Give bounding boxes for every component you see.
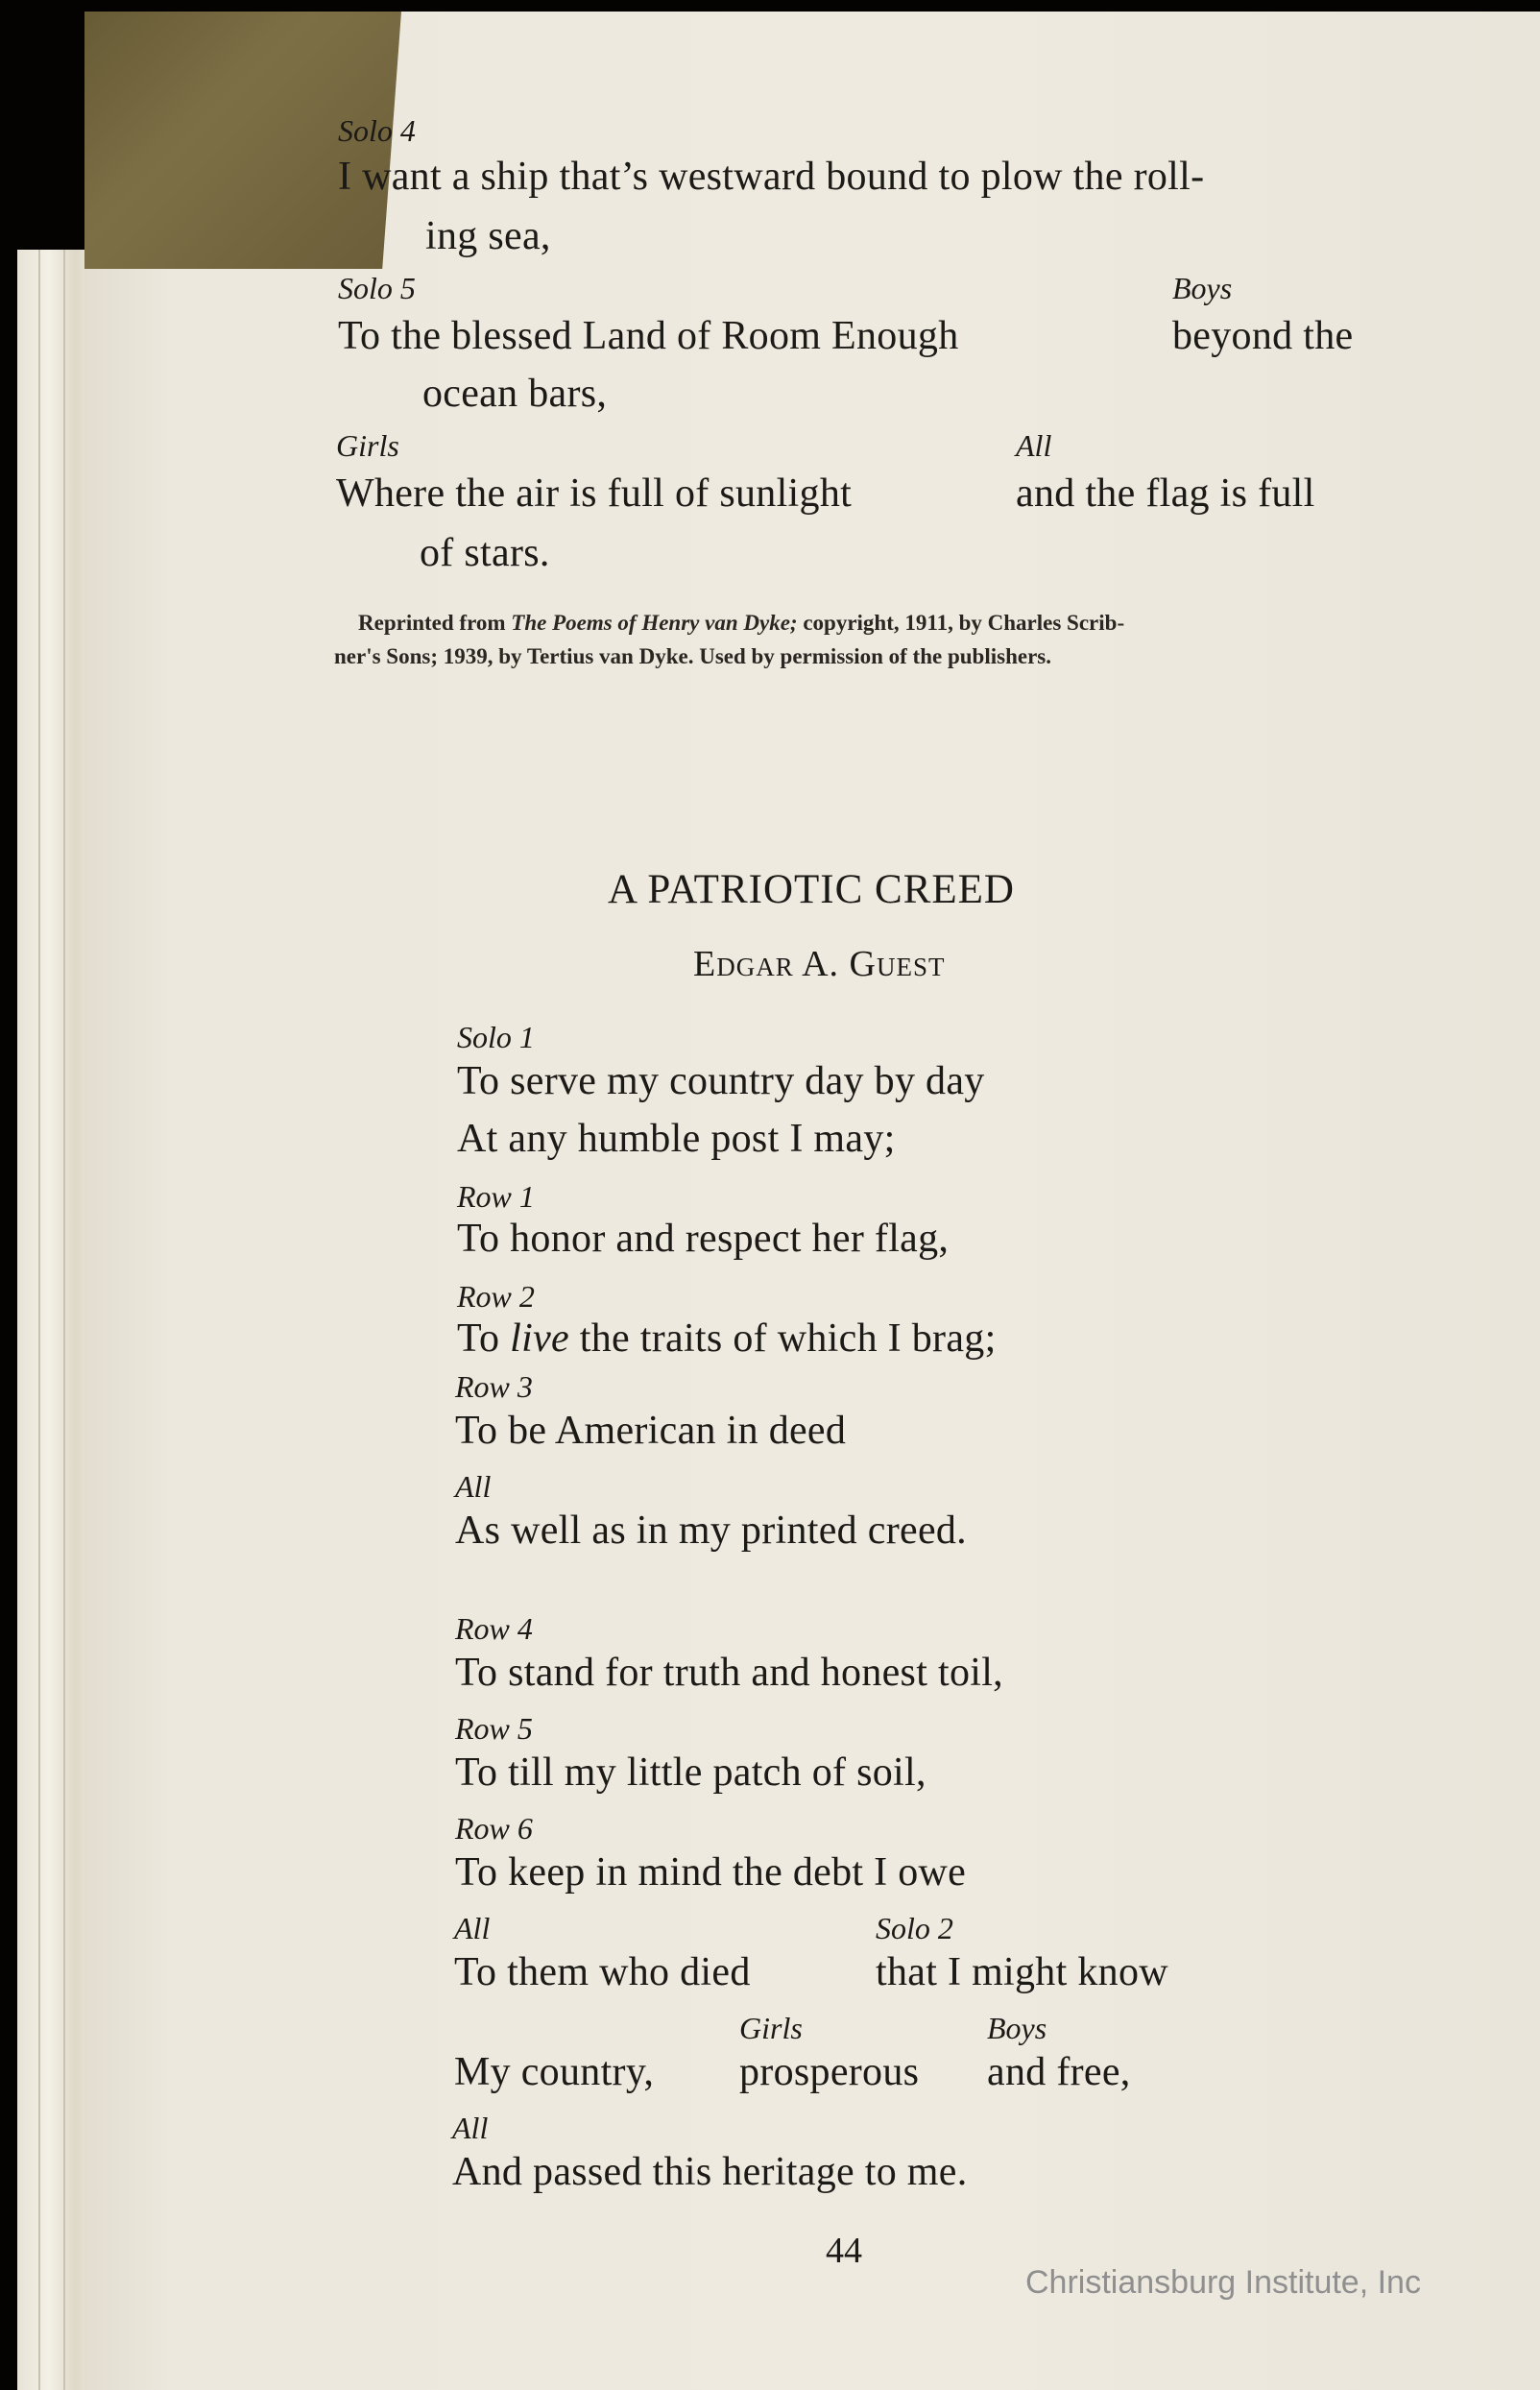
poem-line: ocean bars, bbox=[422, 372, 608, 416]
voice-label: Row 1 bbox=[457, 1179, 535, 1214]
poem-line: To be American in deed bbox=[455, 1409, 847, 1453]
poem-line: ing sea, bbox=[425, 214, 551, 258]
permission-note-line1 bbox=[358, 611, 1124, 636]
voice-label: Solo 2 bbox=[876, 1911, 953, 1945]
page-number: 44 bbox=[826, 2231, 862, 2271]
poem-line: At any humble post I may; bbox=[457, 1117, 896, 1161]
voice-label: Girls bbox=[336, 428, 399, 463]
poem-line: To stand for truth and honest toil, bbox=[455, 1651, 1003, 1695]
poem-line: I want a ship that’s westward bound to plow the roll- bbox=[338, 155, 1205, 199]
poem-line: To honor and respect her flag, bbox=[457, 1217, 950, 1261]
voice-label: Row 5 bbox=[455, 1711, 533, 1746]
poem-line: To the blessed Land of Room Enough bbox=[338, 314, 959, 358]
poem-line: Where the air is full of sunlight bbox=[336, 471, 853, 516]
voice-label: Girls bbox=[739, 2011, 803, 2045]
voice-label: Boys bbox=[987, 2011, 1047, 2045]
note-rest: copyright, 1911, by Charles Scrib- bbox=[797, 611, 1125, 635]
poem-line: To them who died bbox=[454, 1950, 751, 1994]
poem-line: To till my little patch of soil, bbox=[455, 1750, 926, 1795]
voice-label: Solo 4 bbox=[338, 113, 416, 148]
note-prefix: Reprinted from bbox=[358, 611, 512, 635]
poem-line: beyond the bbox=[1172, 314, 1354, 358]
voice-label: Solo 5 bbox=[338, 271, 416, 305]
source-title: The Poems of Henry van Dyke; bbox=[511, 611, 798, 635]
poem-line: My country, bbox=[454, 2050, 655, 2094]
voice-label: Row 6 bbox=[455, 1811, 533, 1846]
voice-label: Solo 1 bbox=[457, 1020, 535, 1054]
poem-line: that I might know bbox=[876, 1950, 1168, 1994]
poem-title: A PATRIOTIC CREED bbox=[608, 867, 1015, 912]
poem-line: To keep in mind the debt I owe bbox=[455, 1850, 967, 1895]
poem-line: and free, bbox=[987, 2050, 1131, 2094]
voice-label: Row 2 bbox=[457, 1279, 535, 1314]
voice-label: Boys bbox=[1172, 271, 1233, 305]
voice-label: All bbox=[452, 2111, 489, 2145]
voice-label: All bbox=[1016, 428, 1052, 463]
poem-line: To serve my country day by day bbox=[457, 1059, 985, 1103]
permission-note-line2: ner's Sons; 1939, by Tertius van Dyke. Used by permission of the publishers. bbox=[334, 644, 1051, 668]
poem-author: Edgar A. Guest bbox=[693, 944, 946, 984]
voice-label: Row 4 bbox=[455, 1611, 533, 1646]
poem-line: prosperous bbox=[739, 2050, 920, 2094]
poem-line: To live the traits of which I brag; bbox=[457, 1316, 997, 1361]
voice-label: All bbox=[455, 1469, 492, 1504]
poem-line: As well as in my printed creed. bbox=[455, 1509, 967, 1553]
watermark: Christiansburg Institute, Inc bbox=[1025, 2264, 1421, 2301]
poem-line: And passed this heritage to me. bbox=[452, 2150, 968, 2194]
voice-label: Row 3 bbox=[455, 1369, 533, 1404]
poem-line: and the flag is full bbox=[1016, 471, 1315, 516]
book-page bbox=[84, 12, 1540, 2390]
voice-label: All bbox=[454, 1911, 491, 1945]
poem-line: of stars. bbox=[420, 531, 550, 575]
